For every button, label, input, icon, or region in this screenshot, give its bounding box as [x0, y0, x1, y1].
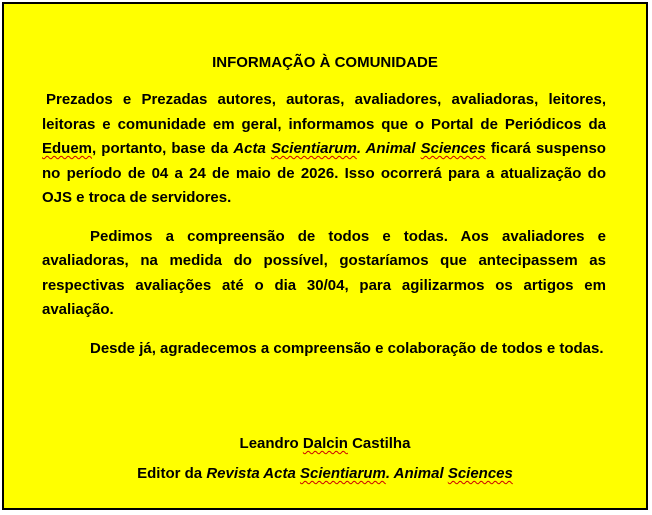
signature-role-journal-a: Revista Acta: [206, 465, 300, 482]
signature-role: [4, 459, 646, 489]
paragraph-thanks: Desde já, agradecemos a compreensão e colaboração de todos e todas.: [90, 339, 604, 357]
eduem-word: Eduem: [42, 140, 93, 157]
paragraph-1-text-b: , portanto, base da: [92, 140, 234, 157]
journal-name-c: . Animal: [356, 140, 421, 157]
signature-role-prefix: Editor da: [137, 465, 207, 482]
signature-block: [4, 429, 646, 489]
paragraph-announcement: [42, 88, 606, 211]
paragraph-request: Pedimos a compreensão de todos e todas. Aos avaliadores e avaliadoras, na medida do possível, gostaríamos que antecipassem as respectivas avaliações até o dia 30/04, para agilizarmos os artigos em avaliação.: [42, 227, 606, 318]
journal-name-b: Scientiarum: [270, 140, 357, 157]
signature-name-first: Leandro: [239, 435, 303, 452]
signature-name-last: Castilha: [347, 435, 411, 452]
notice-title: INFORMAÇÃO À COMUNIDADE: [212, 54, 438, 71]
journal-name-d: Sciences: [420, 140, 486, 157]
notice-body: [42, 88, 606, 375]
paragraph-1-text-c: ficará suspenso no período de 04 a 24 de maio de 2026. Isso ocorrerá para a atualização do OJS e troca de servidores.: [42, 140, 606, 206]
paragraph-1-text-a: Prezados e Prezadas autores, autoras, avaliadores, avaliadoras, leitores, leitoras e comunidade em geral, informamos que o Portal de Periódicos da: [42, 91, 606, 133]
signature-role-journal-c: . Animal: [385, 465, 448, 482]
signature-role-journal-b: Scientiarum: [299, 465, 386, 482]
signature-name-middle: Dalcin: [302, 435, 348, 452]
notice-box: [2, 2, 648, 510]
signature-role-journal-d: Sciences: [447, 465, 513, 482]
signature-name: [4, 429, 646, 459]
journal-name-a: Acta: [233, 140, 271, 157]
